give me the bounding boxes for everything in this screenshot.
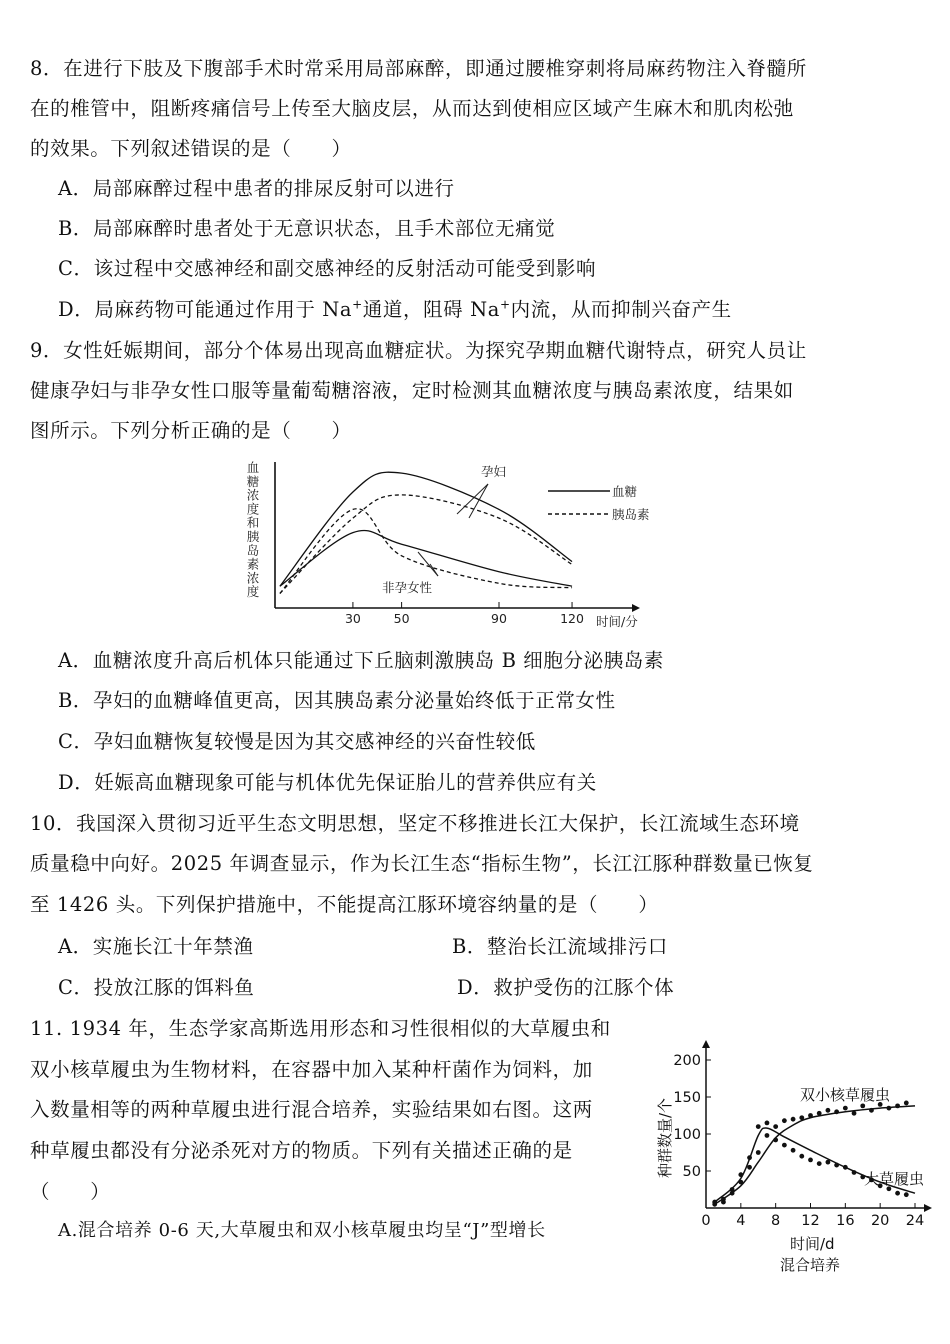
q9-stem-line3: 图所示。下列分析正确的是（ ）: [30, 419, 352, 442]
q8-option-d-mid: 通道，阻碍 Na: [362, 298, 500, 321]
chart1-pointer-1: [457, 484, 488, 514]
chart1-x-tick-label: 50: [393, 611, 410, 626]
chart1-ylabel-char: 素: [246, 556, 260, 572]
q10-option-c: C．投放江豚的饵料鱼: [58, 976, 255, 999]
chart2-xlabel: 时间/d: [790, 1235, 835, 1253]
chart2-data-point: [747, 1155, 752, 1160]
q10-stem-line3: 至 1426 头。下列保护措施中，不能提高江豚环境容纳量的是（ ）: [30, 893, 659, 916]
q8-stem-line2: 在的椎管中，阻断疼痛信号上传至大脑皮层，从而达到使相应区域产生麻木和肌肉松弛: [30, 97, 794, 120]
q11-option-a: A.混合培养 0-6 天,大草履虫和双小核草履虫均呈“J”型增长: [58, 1220, 546, 1241]
legend-label-glucose: 血糖: [612, 484, 638, 499]
series-label-double-nucleus: 双小核草履虫: [800, 1086, 891, 1104]
chart2-data-point: [895, 1103, 900, 1108]
chart2-data-point: [834, 1163, 839, 1168]
chart2-data-point: [782, 1118, 787, 1123]
chart1-ylabel-stack: [247, 460, 260, 599]
q8-option-d: [58, 297, 732, 323]
q10-option-d: D．救护受伤的江豚个体: [457, 976, 675, 999]
chart1-ylabel-char: 浓: [246, 487, 260, 503]
q8-option-c: C．该过程中交感神经和副交感神经的反射活动可能受到影响: [58, 257, 597, 280]
chart2-data-point: [712, 1200, 717, 1205]
q10-option-a: A．实施长江十年禁渔: [58, 935, 254, 958]
q8-option-d-post: 内流，从而抑制兴奋产生: [510, 298, 732, 321]
chart2-y-tick-label: 200: [673, 1053, 701, 1069]
legend-label-insulin: 胰岛素: [612, 507, 650, 522]
chart1-series-line: [280, 530, 572, 586]
chart2-data-point: [756, 1124, 761, 1129]
chart2-x-tick-label: 0: [701, 1213, 711, 1229]
chart2-x-tick-label: 24: [905, 1213, 925, 1229]
q8-option-d-pre: D．局麻药物可能通过作用于 Na: [58, 298, 353, 321]
q8-stem-line1: 8．在进行下肢及下腹部手术时常采用局部麻醉，即通过腰椎穿刺将局麻药物注入脊髓所: [30, 57, 807, 80]
chart2-data-point: [773, 1138, 778, 1143]
chart2-data-point: [869, 1108, 874, 1113]
chart2-x-tick-label: 4: [736, 1213, 746, 1229]
q11-stem-line4: 种草履虫都没有分泌杀死对方的物质。下列有关描述正确的是: [30, 1139, 573, 1162]
chart2-ylabel-text: 种群数量/个: [656, 1097, 674, 1178]
chart2-data-point: [756, 1150, 761, 1155]
chart2-data-point: [834, 1109, 839, 1114]
chart2-data-point: [730, 1187, 735, 1192]
chart2-data-point: [852, 1170, 857, 1175]
chart2-data-point: [904, 1192, 909, 1197]
q11-stem-line1: 11. 1934 年，生态学家高斯选用形态和习性很相似的大草履虫和: [30, 1017, 611, 1040]
chart2-x-tick-label: 12: [801, 1213, 820, 1229]
series-label-large-paramecium: 大草履虫: [864, 1170, 925, 1188]
chart2-data-point: [843, 1165, 848, 1170]
chart1-x-tick-label: 90: [491, 611, 507, 626]
q11-stem-line3: 入数量相等的两种草履虫进行混合培养，实验结果如右图。这两: [30, 1098, 593, 1121]
q9-stem-line1: 9．女性妊娠期间，部分个体易出现高血糖症状。为探究孕期血糖代谢特点，研究人员让: [30, 339, 807, 362]
q10-stem-line2: 质量稳中向好。2025 年调查显示，作为长江生态“指标生物”，长江江豚种群数量已恢复: [30, 852, 814, 875]
chart2-data-point: [808, 1113, 813, 1118]
chart2-data-point: [808, 1158, 813, 1163]
q10-option-b: B．整治长江流域排污口: [452, 935, 668, 958]
chart1-ylabel-char: 和: [246, 515, 260, 531]
chart2-ticks: [673, 1053, 924, 1229]
chart2-data-point: [826, 1160, 831, 1165]
chart2-x-tick-label: 20: [870, 1213, 890, 1229]
q8-option-b: B．局部麻醉时患者处于无意识状态，且手术部位无痛觉: [58, 217, 556, 240]
glucose-insulin-chart: [240, 456, 660, 636]
chart2-data-point: [747, 1165, 752, 1170]
population-chart: [650, 1038, 940, 1278]
q8-option-a: A．局部麻醉过程中患者的排尿反射可以进行: [58, 177, 455, 200]
chart1-annotation-pregnant: 孕妇: [481, 464, 507, 479]
chart1-x-arrow: [632, 604, 640, 612]
q9-option-a: A．血糖浓度升高后机体只能通过下丘脑刺激胰岛 B 细胞分泌胰岛素: [58, 649, 665, 672]
q8-sup-1: +: [352, 297, 363, 312]
chart2-data-point: [791, 1148, 796, 1153]
q8-stem-line3: 的效果。下列叙述错误的是（ ）: [30, 137, 352, 160]
chart1-ylabel-char: 浓: [246, 570, 260, 586]
chart2-data-point: [886, 1106, 891, 1111]
q11-stem-line5: （ ）: [30, 1180, 111, 1203]
chart2-x-tick-label: 16: [836, 1213, 855, 1229]
q9-option-b: B．孕妇的血糖峰值更高，因其胰岛素分泌量始终低于正常女性: [58, 689, 616, 712]
chart1-ticks: [345, 602, 584, 626]
chart2-data-point: [904, 1101, 909, 1106]
chart1-ylabel-char: 岛: [246, 542, 260, 558]
chart1-lines: [280, 472, 572, 593]
q9-stem-line2: 健康孕妇与非孕女性口服等量葡萄糖溶液，定时检测其血糖浓度与胰岛素浓度，结果如: [30, 379, 794, 402]
chart2-curve: [715, 1106, 915, 1204]
chart1-ylabel-char: 糖: [246, 473, 260, 489]
chart1-ylabel-char: 度: [246, 584, 260, 600]
q8-sup-2: +: [499, 297, 511, 312]
chart2-data-point: [852, 1111, 857, 1116]
chart1-series-line: [280, 472, 572, 586]
chart2-data-point: [738, 1172, 743, 1177]
chart2-ylabel: [656, 1098, 674, 1178]
chart2-y-tick-label: 150: [673, 1090, 701, 1106]
chart1-pointer-4: [430, 564, 438, 576]
chart1-x-tick-label: 120: [560, 611, 584, 626]
chart2-data-point: [860, 1103, 865, 1108]
q11-stem-line2: 双小核草履虫为生物材料，在容器中加入某种杆菌作为饲料，加: [30, 1058, 593, 1081]
chart2-data-point: [791, 1117, 796, 1122]
chart1-ylabel-char: 胰: [246, 529, 260, 544]
chart1-xlabel: 时间/分: [596, 614, 638, 629]
chart2-series: [712, 1101, 915, 1207]
q9-option-c: C．孕妇血糖恢复较慢是因为其交感神经的兴奋性较低: [58, 730, 536, 753]
chart2-data-point: [799, 1115, 804, 1120]
chart2-data-point: [773, 1124, 778, 1129]
chart2-data-point: [843, 1106, 848, 1111]
chart2-data-point: [826, 1108, 831, 1113]
chart2-caption: 混合培养: [780, 1256, 841, 1274]
chart2-data-point: [799, 1154, 804, 1159]
chart2-curve: [715, 1128, 915, 1202]
chart2-y-tick-label: 100: [673, 1127, 701, 1143]
q9-option-d: D．妊娠高血糖现象可能与机体优先保证胎儿的营养供应有关: [58, 771, 597, 794]
chart2-y-tick-label: 50: [682, 1164, 701, 1180]
chart2-x-arrow: [924, 1204, 932, 1212]
chart2-data-point: [765, 1121, 770, 1126]
chart2-data-point: [895, 1191, 900, 1196]
chart2-data-point: [817, 1161, 822, 1166]
chart2-data-point: [782, 1143, 787, 1148]
q10-stem-line1: 10．我国深入贯彻习近平生态文明思想，坚定不移推进长江大保护，长江流域生态环境: [30, 812, 800, 835]
chart2-data-point: [765, 1133, 770, 1138]
chart1-annotation-nonpregnant: 非孕女性: [382, 580, 433, 595]
chart2-data-point: [817, 1111, 822, 1116]
chart1-x-tick-label: 30: [344, 611, 361, 626]
chart2-y-arrow: [702, 1040, 710, 1048]
chart2-data-point: [721, 1197, 726, 1202]
chart1-ylabel-char: 度: [246, 501, 260, 517]
chart1-ylabel-char: 血: [246, 460, 260, 475]
chart2-x-tick-label: 8: [771, 1213, 781, 1229]
